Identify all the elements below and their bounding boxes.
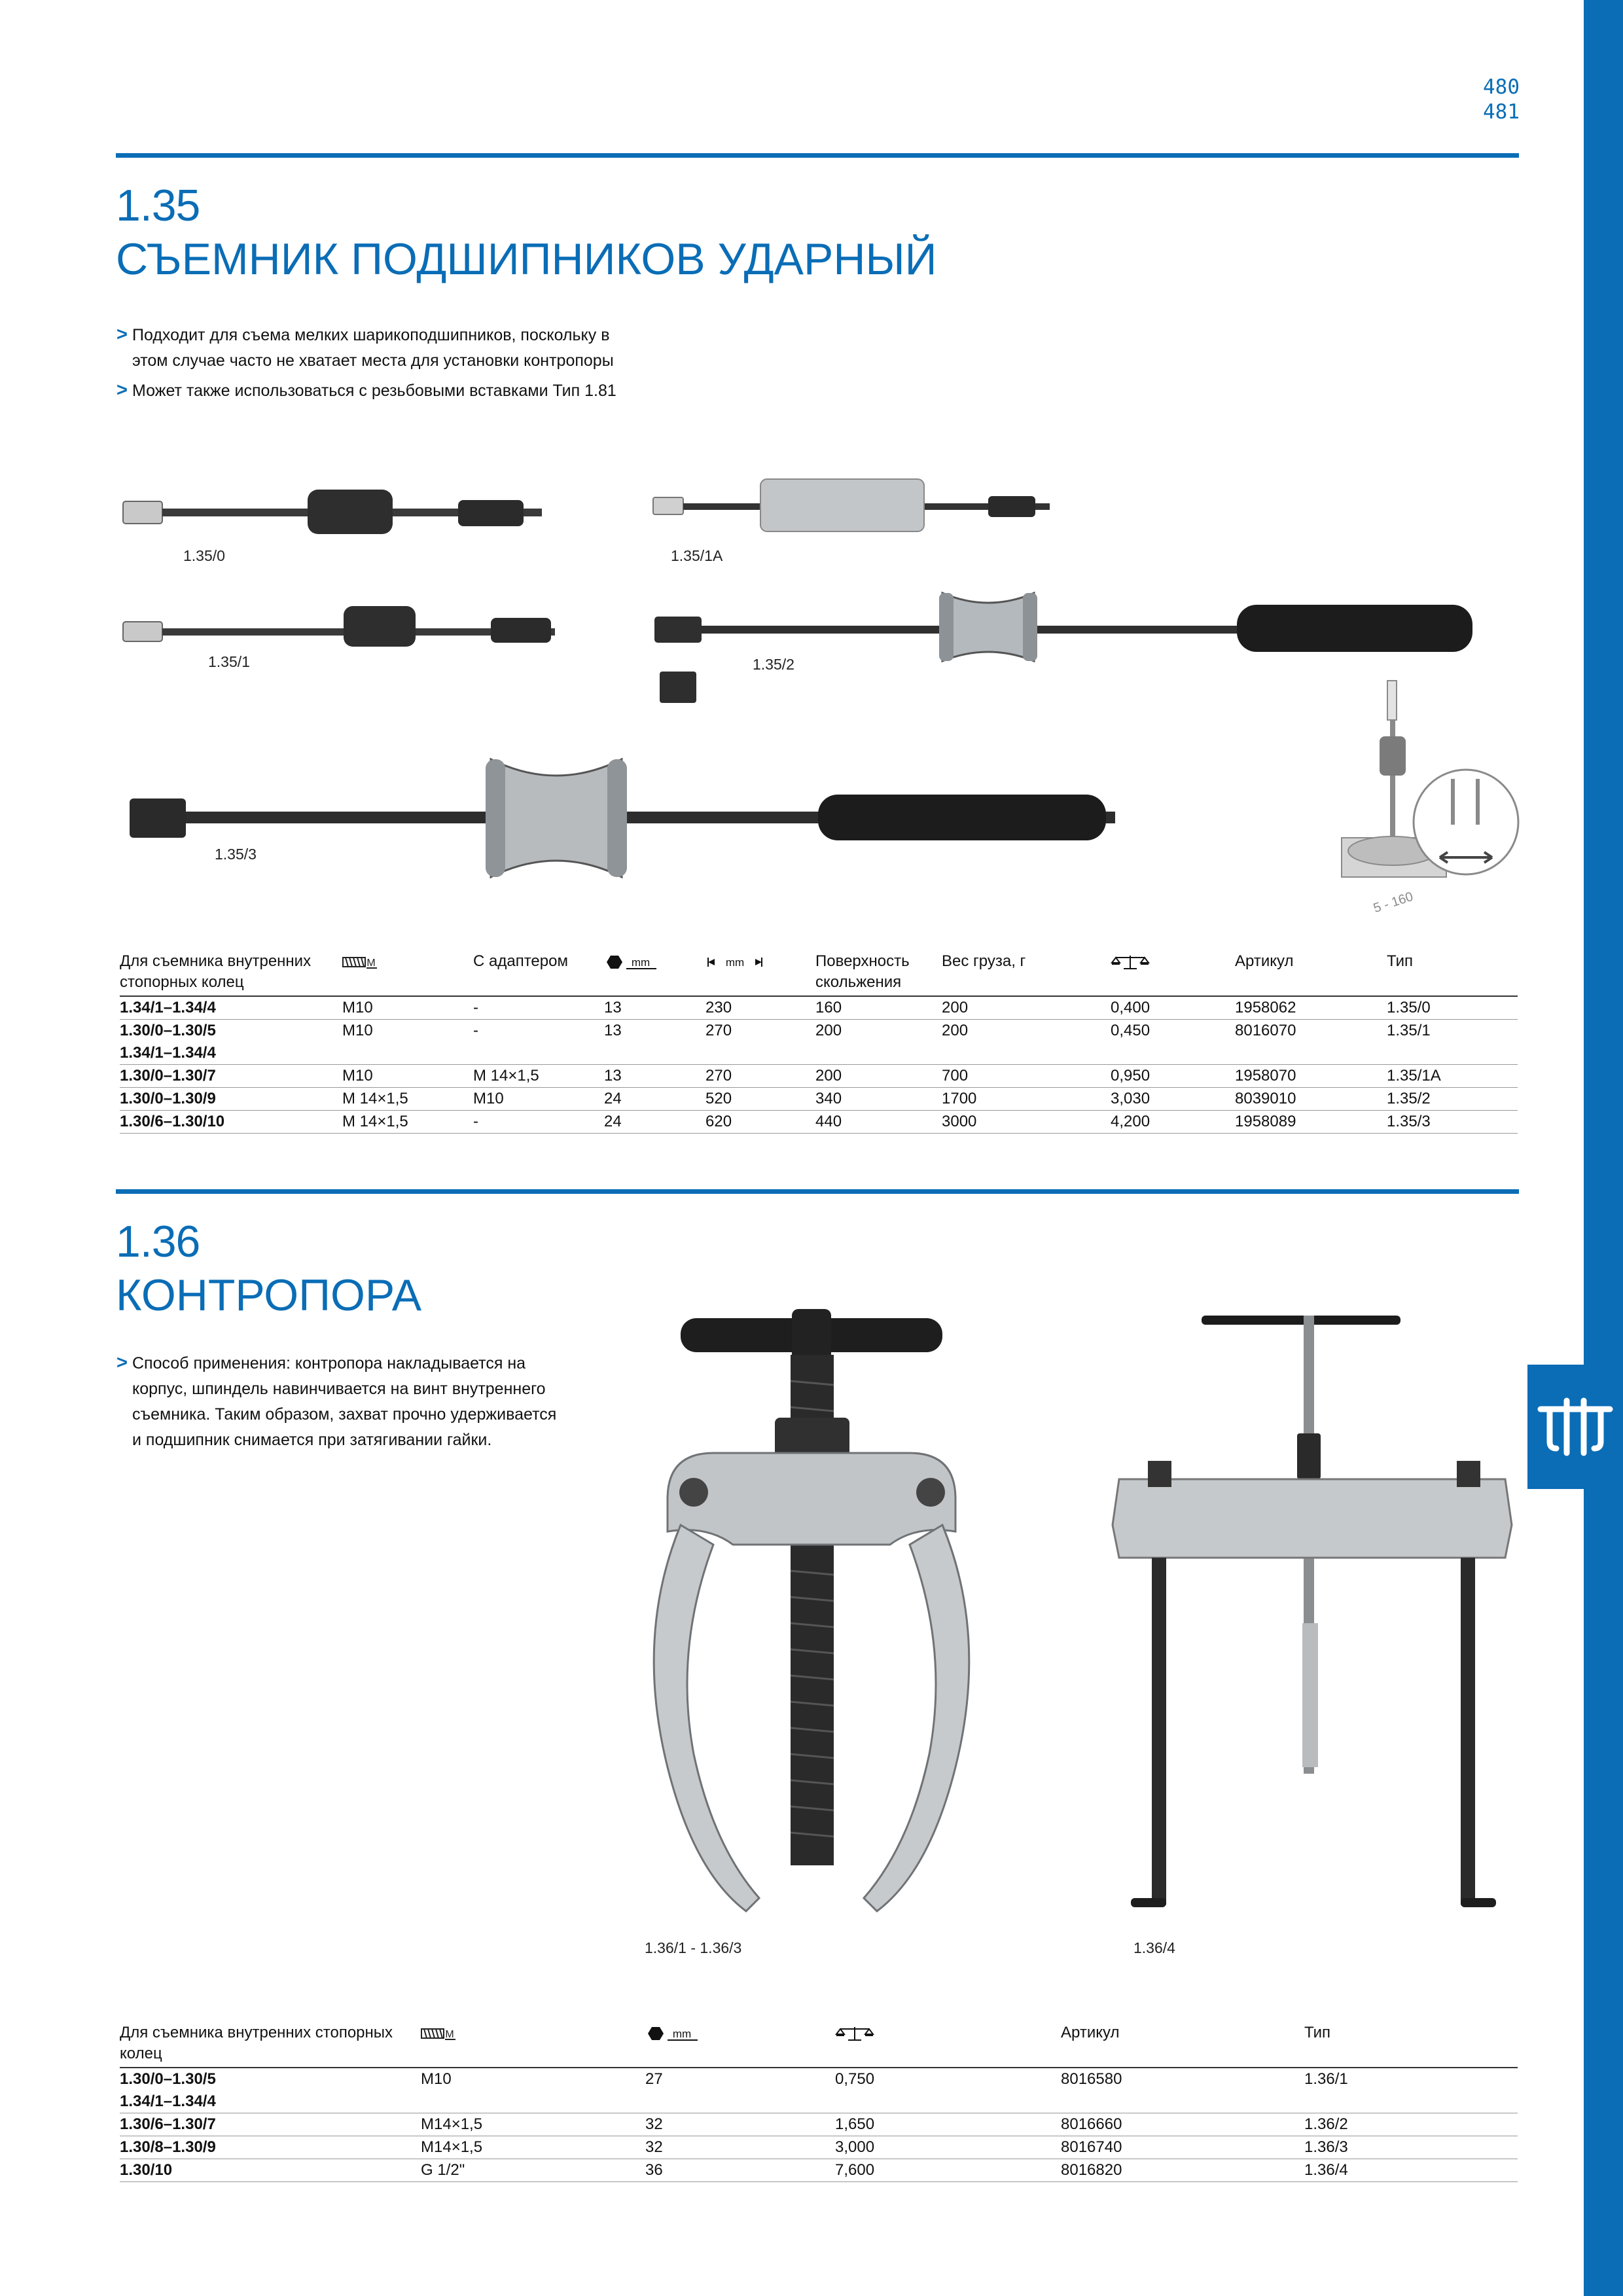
table-cell: 24 xyxy=(604,1088,705,1111)
table-cell-range: 1.30/0–1.30/7 xyxy=(120,1065,342,1088)
caption-1-35-1: 1.35/1 xyxy=(208,653,250,670)
bullet-text: Может также использоваться с резьбовыми вставками Тип 1.81 xyxy=(132,382,616,400)
table-cell: 13 xyxy=(604,996,705,1020)
spec-table-1-35 xyxy=(120,951,1518,1134)
counter-support-1-36-4-image xyxy=(1113,1316,1512,1907)
table-cell: 160 xyxy=(815,996,942,1020)
table-cell: 3,000 xyxy=(835,2136,1061,2159)
table-cell: 270 xyxy=(705,1065,815,1088)
table-row xyxy=(120,2113,1518,2136)
table-cell: 200 xyxy=(815,1065,942,1088)
slide-hammer-1-35-2-image xyxy=(654,593,1472,703)
section-number: 1.36 xyxy=(116,1217,200,1266)
column-header: Вес груза, г xyxy=(942,951,1111,996)
table-cell-range: 1.34/1–1.34/4 xyxy=(120,996,342,1020)
chevron-bullet-icon: > xyxy=(116,324,128,345)
table-cell: 27 xyxy=(645,2068,835,2113)
table-row xyxy=(120,1020,1518,1065)
column-header-weight xyxy=(1111,951,1235,996)
table-cell: 4,200 xyxy=(1111,1111,1235,1134)
column-header: Артикул xyxy=(1235,951,1387,996)
table-cell: 1.36/4 xyxy=(1304,2159,1518,2182)
table-cell: 8016660 xyxy=(1061,2113,1304,2136)
table-cell: 13 xyxy=(604,1020,705,1065)
table-cell: 8016740 xyxy=(1061,2136,1304,2159)
table-cell: 1958089 xyxy=(1235,1111,1387,1134)
table-cell: M 14×1,5 xyxy=(342,1088,473,1111)
table-cell: 520 xyxy=(705,1088,815,1111)
slide-hammer-1-35-0-image xyxy=(123,490,542,534)
caption-1-35-0: 1.35/0 xyxy=(183,547,225,564)
table-body xyxy=(120,2068,1518,2182)
table-cell: - xyxy=(473,996,604,1020)
table-cell: 620 xyxy=(705,1111,815,1134)
table-row xyxy=(120,2068,1518,2113)
column-header: Тип xyxy=(1387,951,1518,996)
table-cell-range: 1.30/0–1.30/9 xyxy=(120,1088,342,1111)
column-header-thread xyxy=(421,2022,645,2068)
table-header-row xyxy=(120,951,1518,996)
table-row xyxy=(120,1088,1518,1111)
table-cell: 1958062 xyxy=(1235,996,1387,1020)
table-cell: 3000 xyxy=(942,1111,1111,1134)
table-cell: 270 xyxy=(705,1020,815,1065)
slide-hammer-1-35-3-image xyxy=(130,759,1115,877)
table-cell: M10 xyxy=(473,1088,604,1111)
table-cell: 1.35/1 xyxy=(1387,1020,1518,1065)
bullet-text: Способ применения: контропора накладывается на корпус, шпиндель навинчивается на винт внутреннего съемника. Таким образом, захват прочно удерживается и подшипник снимается при затягивании гайки. xyxy=(132,1354,557,1449)
table-cell: - xyxy=(473,1111,604,1134)
section-number: 1.35 xyxy=(116,181,200,230)
table-cell-range: 1.30/0–1.30/5 1.34/1–1.34/4 xyxy=(120,1020,342,1065)
caption-1-36-1-3: 1.36/1 - 1.36/3 xyxy=(645,1939,742,1956)
table-cell: M10 xyxy=(421,2068,645,2113)
column-header: Для съемника внутренних стопорных колец xyxy=(120,2022,421,2068)
table-cell: 1.35/0 xyxy=(1387,996,1518,1020)
table-cell: M10 xyxy=(342,996,473,1020)
hex-unit: mm xyxy=(672,2027,692,2040)
column-header: Артикул xyxy=(1061,2022,1304,2068)
table-cell: 1700 xyxy=(942,1088,1111,1111)
section-title: КОНТРОПОРА xyxy=(116,1270,422,1320)
usage-diagram-image xyxy=(1342,681,1518,877)
table-cell: 7,600 xyxy=(835,2159,1061,2182)
table-row xyxy=(120,2136,1518,2159)
table-row xyxy=(120,2159,1518,2182)
hex-unit: mm xyxy=(631,956,651,969)
thread-icon xyxy=(342,955,379,969)
product-images-counter-supports xyxy=(628,1296,1544,1937)
diagram-range-label: 5 - 160 xyxy=(1371,889,1415,916)
column-header-hex xyxy=(645,2022,835,2068)
table-cell: 200 xyxy=(942,996,1111,1020)
table-cell: 1.35/1A xyxy=(1387,1065,1518,1088)
bullet-item xyxy=(116,323,643,374)
table-cell: 3,030 xyxy=(1111,1088,1235,1111)
table-row xyxy=(120,1111,1518,1134)
table-cell-range: 1.30/0–1.30/5 1.34/1–1.34/4 xyxy=(120,2068,421,2113)
thread-unit: M xyxy=(445,2028,454,2040)
table-cell: 8016820 xyxy=(1061,2159,1304,2182)
table-cell: - xyxy=(473,1020,604,1065)
column-header: С адаптером xyxy=(473,951,604,996)
caption-1-35-2: 1.35/2 xyxy=(753,656,794,673)
table-cell: M 14×1,5 xyxy=(473,1065,604,1088)
slide-hammer-1-35-1-image xyxy=(123,606,555,647)
caption-1-35-1a: 1.35/1A xyxy=(671,547,723,564)
table-cell: 8039010 xyxy=(1235,1088,1387,1111)
counter-support-1-36-1-image xyxy=(654,1309,969,1911)
column-header-length xyxy=(705,951,815,996)
table-cell: 24 xyxy=(604,1111,705,1134)
length-icon xyxy=(705,954,764,970)
table-cell: 8016070 xyxy=(1235,1020,1387,1065)
column-header: Тип xyxy=(1304,2022,1518,2068)
table-body xyxy=(120,996,1518,1134)
column-header: Поверхность скольжения xyxy=(815,951,942,996)
table-cell-range: 1.30/8–1.30/9 xyxy=(120,2136,421,2159)
table-cell: 0,450 xyxy=(1111,1020,1235,1065)
table-cell: 13 xyxy=(604,1065,705,1088)
column-header-weight xyxy=(835,2022,1061,2068)
table-cell: 230 xyxy=(705,996,815,1020)
top-rule xyxy=(116,153,1519,158)
table-cell: M 14×1,5 xyxy=(342,1111,473,1134)
table-cell: 1958070 xyxy=(1235,1065,1387,1088)
table-cell: 32 xyxy=(645,2136,835,2159)
table-cell: M14×1,5 xyxy=(421,2113,645,2136)
weight-scale-icon xyxy=(835,2025,874,2042)
table-cell: 0,950 xyxy=(1111,1065,1235,1088)
table-cell-range: 1.30/6–1.30/7 xyxy=(120,2113,421,2136)
column-header-hex xyxy=(604,951,705,996)
thread-icon xyxy=(421,2026,457,2041)
column-header-thread xyxy=(342,951,473,996)
table-cell: M10 xyxy=(342,1020,473,1065)
table-cell: 700 xyxy=(942,1065,1111,1088)
chevron-bullet-icon: > xyxy=(116,1352,128,1373)
length-unit: mm xyxy=(725,956,745,969)
table-cell: 36 xyxy=(645,2159,835,2182)
caption-1-35-3: 1.35/3 xyxy=(215,846,257,863)
table-cell: M14×1,5 xyxy=(421,2136,645,2159)
table-cell: 1,650 xyxy=(835,2113,1061,2136)
table-cell: 8016580 xyxy=(1061,2068,1304,2113)
bullet-item xyxy=(116,1351,564,1453)
table-cell: 1.36/1 xyxy=(1304,2068,1518,2113)
slide-hammer-1-35-1a-image xyxy=(653,479,1050,531)
table-cell-range: 1.30/10 xyxy=(120,2159,421,2182)
page-numbers xyxy=(1389,75,1520,124)
table-cell: 200 xyxy=(942,1020,1111,1065)
table-cell: 440 xyxy=(815,1111,942,1134)
spec-table-1-36 xyxy=(120,2022,1518,2182)
table-cell: 1.36/3 xyxy=(1304,2136,1518,2159)
table-cell: 200 xyxy=(815,1020,942,1065)
section-divider-rule xyxy=(116,1189,1519,1194)
table-cell: 1.35/3 xyxy=(1387,1111,1518,1134)
caption-1-36-4: 1.36/4 xyxy=(1133,1939,1175,1956)
weight-scale-icon xyxy=(1111,954,1150,971)
product-images-slide-hammers xyxy=(111,471,1538,923)
page-number-right: 481 xyxy=(1483,100,1520,124)
table-cell: 32 xyxy=(645,2113,835,2136)
hex-icon xyxy=(645,2026,702,2041)
table-cell: 1.35/2 xyxy=(1387,1088,1518,1111)
table-cell: 0,400 xyxy=(1111,996,1235,1020)
table-cell-range: 1.30/6–1.30/10 xyxy=(120,1111,342,1134)
table-header-row xyxy=(120,2022,1518,2068)
hex-icon xyxy=(604,954,660,970)
chevron-bullet-icon: > xyxy=(116,380,128,401)
table-cell: G 1/2" xyxy=(421,2159,645,2182)
side-color-bar xyxy=(1584,0,1623,2296)
column-header: Для съемника внутренних стопорных колец xyxy=(120,951,342,996)
table-cell: 1.36/2 xyxy=(1304,2113,1518,2136)
table-cell: 340 xyxy=(815,1088,942,1111)
page-number-left: 480 xyxy=(1483,75,1520,99)
table-cell: 0,750 xyxy=(835,2068,1061,2113)
section-title: СЪЕМНИК ПОДШИПНИКОВ УДАРНЫЙ xyxy=(116,234,937,284)
thread-unit: M xyxy=(366,957,376,969)
table-row xyxy=(120,996,1518,1020)
bullet-text: Подходит для съема мелких шарикоподшипников, поскольку в этом случае часто не хватает места для установки контропоры xyxy=(132,326,614,370)
table-cell: M10 xyxy=(342,1065,473,1088)
bullet-item xyxy=(116,378,721,404)
table-row xyxy=(120,1065,1518,1088)
